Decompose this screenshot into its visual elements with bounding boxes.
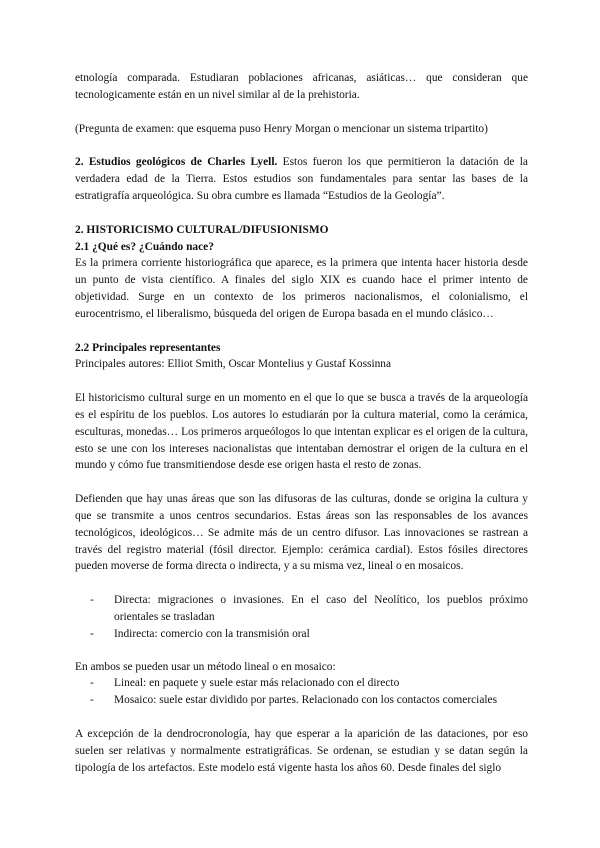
list-item <box>90 592 528 626</box>
list-item <box>90 626 528 643</box>
spacer <box>75 104 528 121</box>
paragraph-etnologia: etnología comparada. Estudiaran poblaciones africanas, asiáticas… que consideran que tecnologicamente están en un nivel similar al de la prehistoria. <box>75 72 528 101</box>
spacer <box>75 709 528 726</box>
exam-question-note: (Pregunta de examen: que esquema puso Henry Morgan o mencionar un sistema tripartito) <box>75 122 488 135</box>
spacer <box>75 137 528 154</box>
list-item-text: Lineal: en paquete y suele estar más relacionado con el directo <box>114 677 400 690</box>
paragraph-historicismo-cultural: El historicismo cultural surge en un momento en el que lo que se busca a través de la arqueología es el espíritu de los pueblos. Los autores lo estudiarán por la cultura material, como la cerámica, esculturas, monedas… Los primeros arqueólogos lo que intentan explicar es el origen de la cultura, esto se une con los intereses nacionalistas que intentaban demostrar el origen de la cultura en el mundo y cómo fue transmitiendose desde ese origen hasta el resto de zonas. <box>75 392 528 472</box>
list-item-text: Indirecta: comercio con la transmisión oral <box>114 627 310 640</box>
spacer <box>75 474 528 491</box>
subsection-heading-2-1: 2.1 ¿Qué es? ¿Cuándo nace? <box>75 240 214 253</box>
dash-bullet: - <box>90 694 94 707</box>
lyell-heading: 2. Estudios geológicos de Charles Lyell. <box>75 156 278 169</box>
list-metodo <box>75 675 528 709</box>
section-heading-historicismo: 2. HISTORICISMO CULTURAL/DIFUSIONISMO <box>75 223 329 236</box>
subsection-heading-2-2: 2.2 Principales representantes <box>75 341 221 354</box>
dash-bullet: - <box>90 677 94 690</box>
paragraph-autores: Principales autores: Elliot Smith, Oscar Montelius y Gustaf Kossinna <box>75 358 392 371</box>
spacer <box>75 373 528 390</box>
spacer <box>75 323 528 340</box>
list-transmision <box>75 592 528 642</box>
paragraph-que-es: Es la primera corriente historiográfica que aparece, es la primera que intenta hacer historia desde un punto de vista científico. A finales del siglo XIX es cuando hace el primer intento de objetividad. Surge en un contexto de los primeros nacionalismos, el colonialismo, el eurocentrismo, el liberalismo, búsqueda del origen de Europa basada en el mundo clásico… <box>75 257 528 320</box>
spacer <box>75 205 528 222</box>
list-item <box>90 692 528 709</box>
paragraph-dendrocronologia: A excepción de la dendrocronología, hay que esperar a la aparición de las dataciones, por eso suelen ser relativas y normalmente estratigráficas. Se ordenan, se estudian y se datan según la tipología de los artefactos. Este modelo está vigente hasta los años 60. Desde finales del siglo <box>75 727 528 774</box>
lyell-text: Estos fueron los que permitieron la datación de la verdadera edad de la Tierra. Estos estudios son fundamentales para sentar las bases de la estratigrafía arqueológica. Su obra cumbre es llamada “Estudios de la Geología”. <box>75 156 528 202</box>
spacer <box>75 643 528 659</box>
list-item <box>90 675 528 692</box>
list-item-text: Directa: migraciones o invasiones. En el caso del Neolítico, los pueblos próximo orientales se trasladan <box>114 594 528 623</box>
dash-bullet: - <box>90 627 94 640</box>
paragraph-difusoras: Defienden que hay unas áreas que son las difusoras de las culturas, donde se origina la cultura y que se transmite a unos centros secundarios. Estas áreas son las responsables de los avances tecnológicos, ideológicos… Se admite más de un centro difusor. Las innovaciones se rastrean a través del registro material (fósil director. Ejemplo: cerámica cardial). Estos fósiles directores pueden moverse de forma directa o indirecta, y a su misma vez, lineal o en mosaicos. <box>75 493 528 573</box>
paragraph-metodo: En ambos se pueden usar un método lineal o en mosaico: <box>75 660 336 673</box>
dash-bullet: - <box>90 594 94 607</box>
paragraph-lyell <box>75 154 528 204</box>
list-item-text: Mosaico: suele estar dividido por partes. Relacionado con los contactos comerciales <box>114 694 498 707</box>
spacer <box>75 575 528 592</box>
